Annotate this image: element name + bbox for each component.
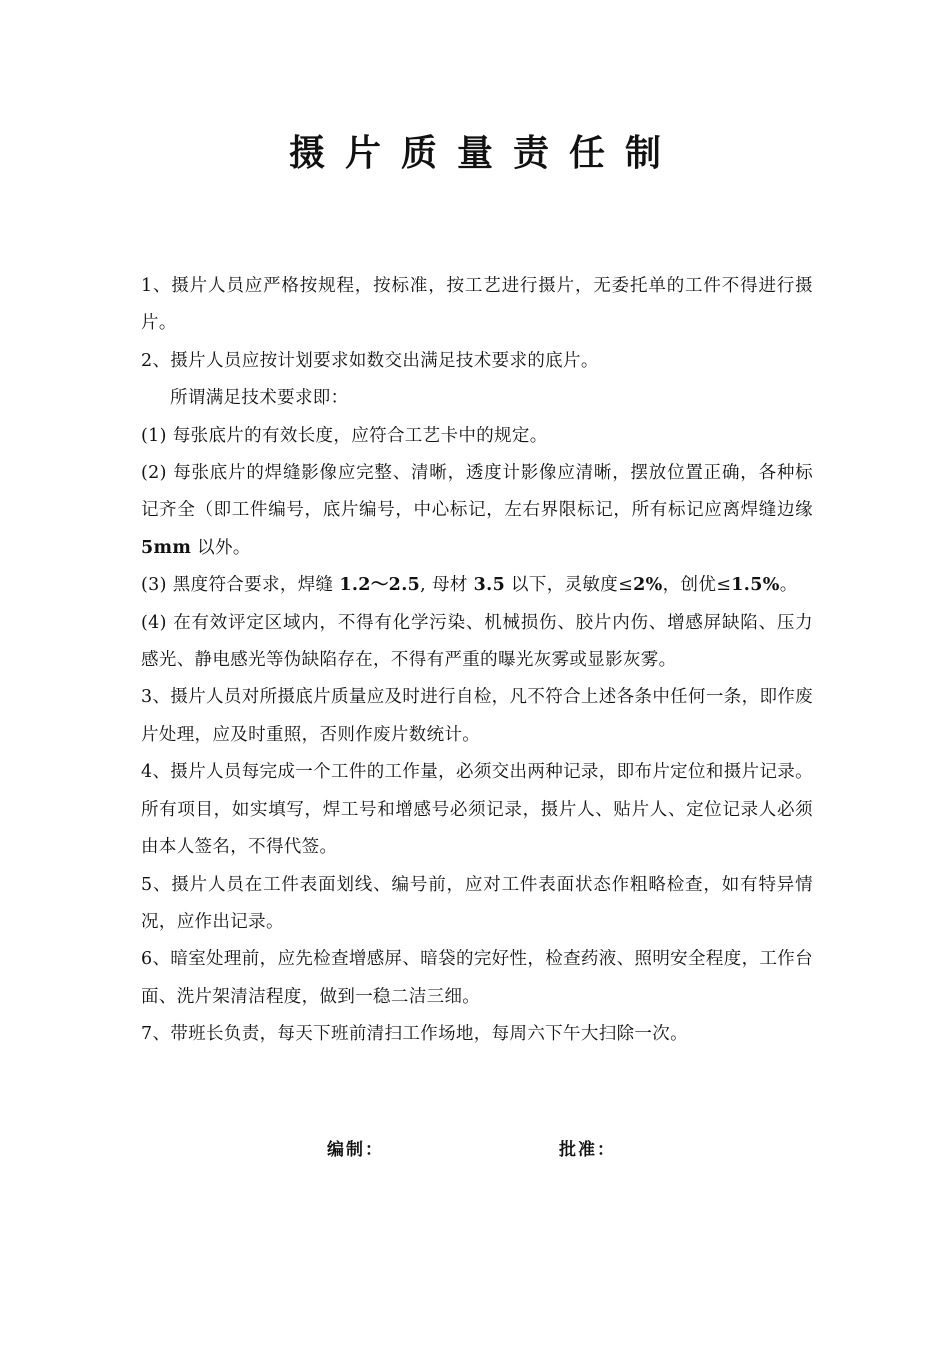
sub-item-3 [141, 567, 813, 604]
rule-item-5: 5、摄片人员在工件表面划线、编号前，应对工件表面状态作粗略检查，如有特异情况，应作出记录。 [141, 874, 813, 932]
sub-item-2-distance: 5mm [141, 537, 192, 558]
excellence-value: 1.5% [731, 575, 780, 596]
rule-item-7: 7、带班长负责，每天下班前清扫工作场地，每周六下午大扫除一次。 [141, 1024, 688, 1045]
approved-by-label: 批准： [559, 1140, 616, 1160]
sub-item-2-text: (2) 每张底片的焊缝影像应完整、清晰，透度计影像应清晰，摆放位置正确，各种标记齐全（即工件编号，底片编号，中心标记，左右界限标记，所有标记应离焊缝边缘 [141, 463, 813, 521]
sub-item-1: (1) 每张底片的有效长度，应符合工艺卡中的规定。 [141, 425, 548, 446]
compiled-by-label: 编制： [327, 1140, 384, 1160]
base-density-max: 3.5 [473, 575, 506, 596]
sub-item-3-text: (3) 黑度符合要求，焊缝 [141, 575, 340, 596]
rule-item-6: 6、暗室处理前，应先检查增感屏、暗袋的完好性，检查药液、照明安全程度，工作台面、洗片架清洁程度，做到一稳二洁三细。 [141, 949, 813, 1007]
rule-item-4: 4、摄片人员每完成一个工件的工作量，必须交出两种记录，即布片定位和摄片记录。所有项目，如实填写，焊工号和增感号必须记录，摄片人、贴片人、定位记录人必须由本人签名，不得代签。 [141, 762, 813, 858]
rule-item-2: 2、摄片人员应按计划要求如数交出满足技术要求的底片。 [141, 350, 599, 371]
sub-item-4: (4) 在有效评定区域内，不得有化学污染、机械损伤、胶片内伤、增感屏缺陷、压力感光、静电感光等伪缺陷存在，不得有严重的曝光灰雾或显影灰雾。 [141, 612, 813, 671]
document-body [141, 268, 813, 1054]
rule-item-3: 3、摄片人员对所摄底片质量应及时进行自检，凡不符合上述各条中任何一条，即作废片处理，应及时重照，否则作废片数统计。 [141, 687, 813, 745]
sub-item-3-end: 。 [779, 575, 798, 596]
rule-item-1: 1、摄片人员应严格按规程，按标准，按工艺进行摄片，无委托单的工件不得进行摄片。 [141, 276, 813, 334]
rule-item-2-note: 所谓满足技术要求即： [170, 388, 349, 409]
sub-item-3-sep: , 母材 [420, 575, 474, 596]
sub-item-2 [141, 455, 813, 567]
weld-density-range: 1.2～2.5 [339, 575, 421, 596]
sub-item-3-excellence: ，创优≤ [662, 575, 732, 596]
sensitivity-value: 2% [633, 575, 663, 596]
document-title: 摄片质量责任制 [288, 133, 681, 174]
sub-item-2-tail: 以外。 [191, 537, 251, 558]
sub-item-3-sensitivity: 以下，灵敏度≤ [505, 575, 634, 596]
